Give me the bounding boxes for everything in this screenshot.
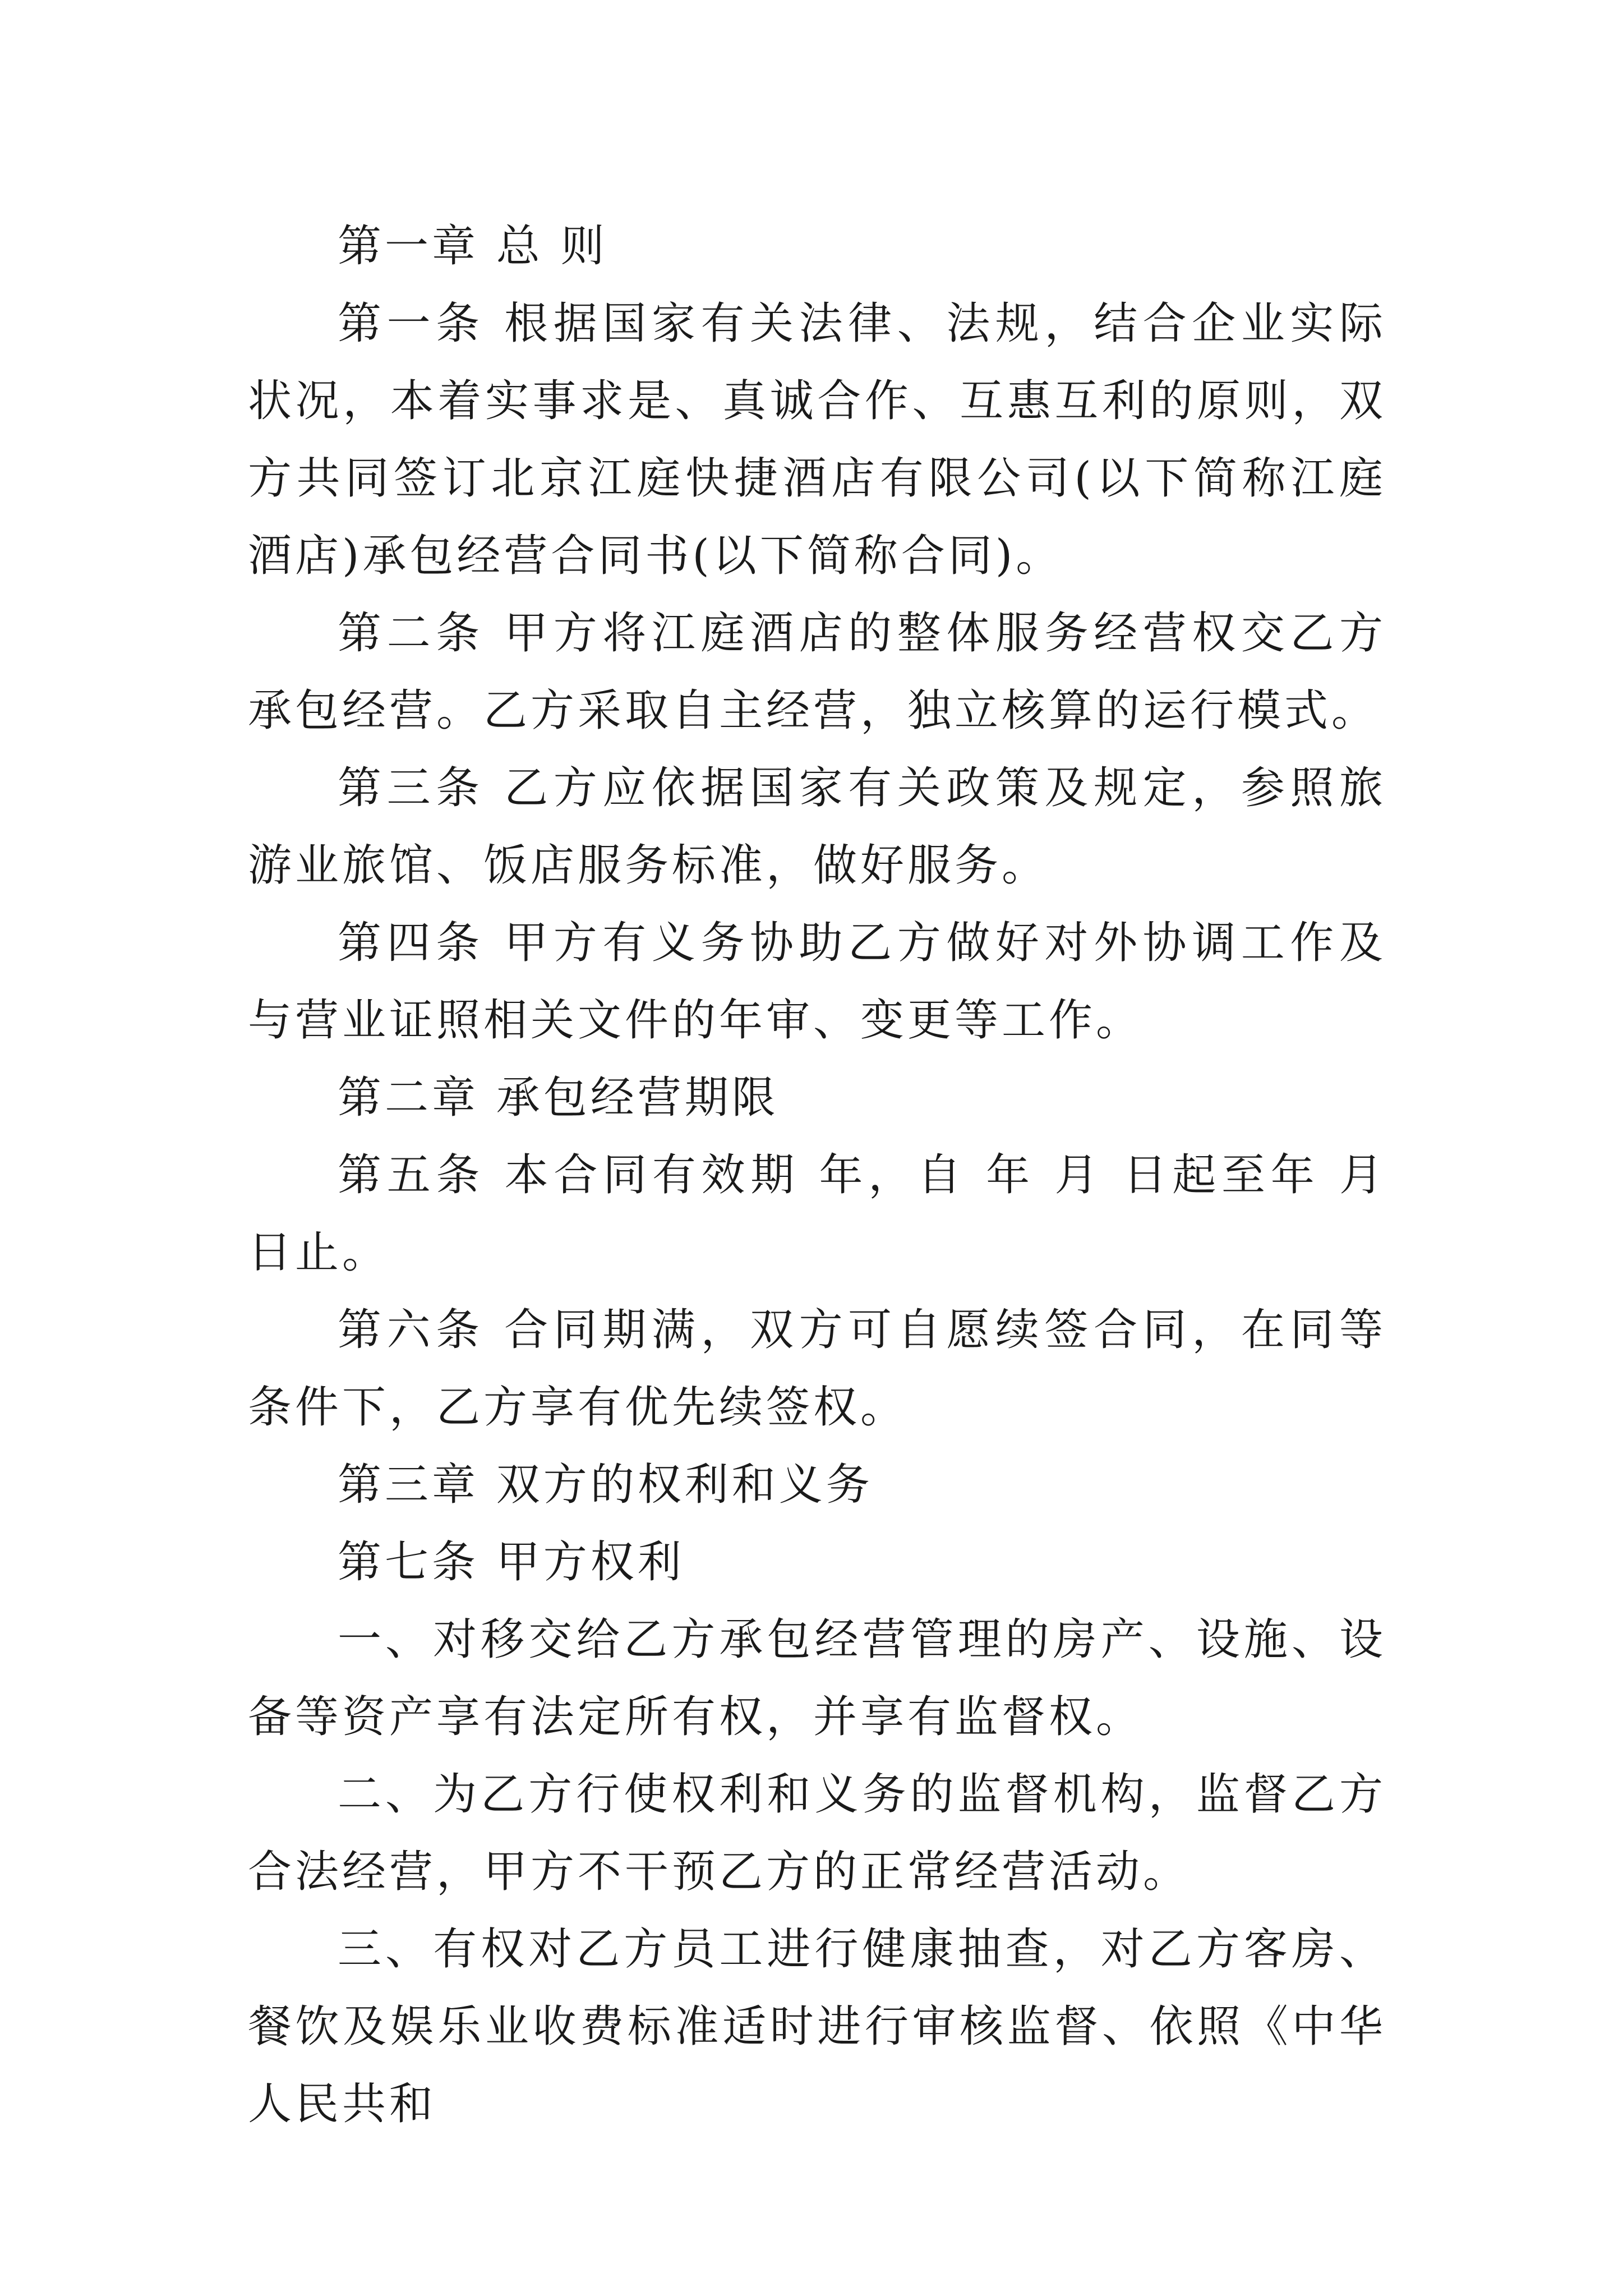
chapter-3-heading: 第三章 双方的权利和义务 <box>338 1460 873 1510</box>
contract-body <box>248 208 1386 2143</box>
article-7-item-1: 一、对移交给乙方承包经营管理的房产、设施、设备等资产享有法定所有权，并享有监督权。 <box>248 1614 1386 1742</box>
article-1: 第一条 根据国家有关法律、法规，结合企业实际状况，本着实事求是、真诚合作、互惠互利的原则，双方共同签订北京江庭快捷酒店有限公司(以下简称江庭酒店)承包经营合同书(以下简称合同)。 <box>248 298 1386 581</box>
chapter-1-heading: 第一章 总 则 <box>338 221 608 272</box>
article-3: 第三条 乙方应依据国家有关政策及规定，参照旅游业旅馆、饭店服务标准，做好服务。 <box>248 763 1386 891</box>
article-7-heading: 第七条 甲方权利 <box>338 1537 685 1588</box>
article-4: 第四条 甲方有义务协助乙方做好对外协调工作及与营业证照相关文件的年审、变更等工作。 <box>248 918 1386 1046</box>
article-5: 第五条 本合同有效期 年，自 年 月 日起至年 月 日止。 <box>248 1150 1386 1278</box>
article-7-item-3: 三、有权对乙方员工进行健康抽查，对乙方客房、餐饮及娱乐业收费标准适时进行审核监督、依照《中华人民共和 <box>248 1924 1386 2129</box>
article-7-item-2: 二、为乙方行使权利和义务的监督机构，监督乙方合法经营，甲方不干预乙方的正常经营活动。 <box>248 1769 1386 1897</box>
article-6: 第六条 合同期满，双方可自愿续签合同，在同等条件下，乙方享有优先续签权。 <box>248 1305 1386 1433</box>
article-2: 第二条 甲方将江庭酒店的整体服务经营权交乙方承包经营。乙方采取自主经营，独立核算的运行模式。 <box>248 608 1386 736</box>
chapter-2-heading: 第二章 承包经营期限 <box>338 1073 779 1123</box>
